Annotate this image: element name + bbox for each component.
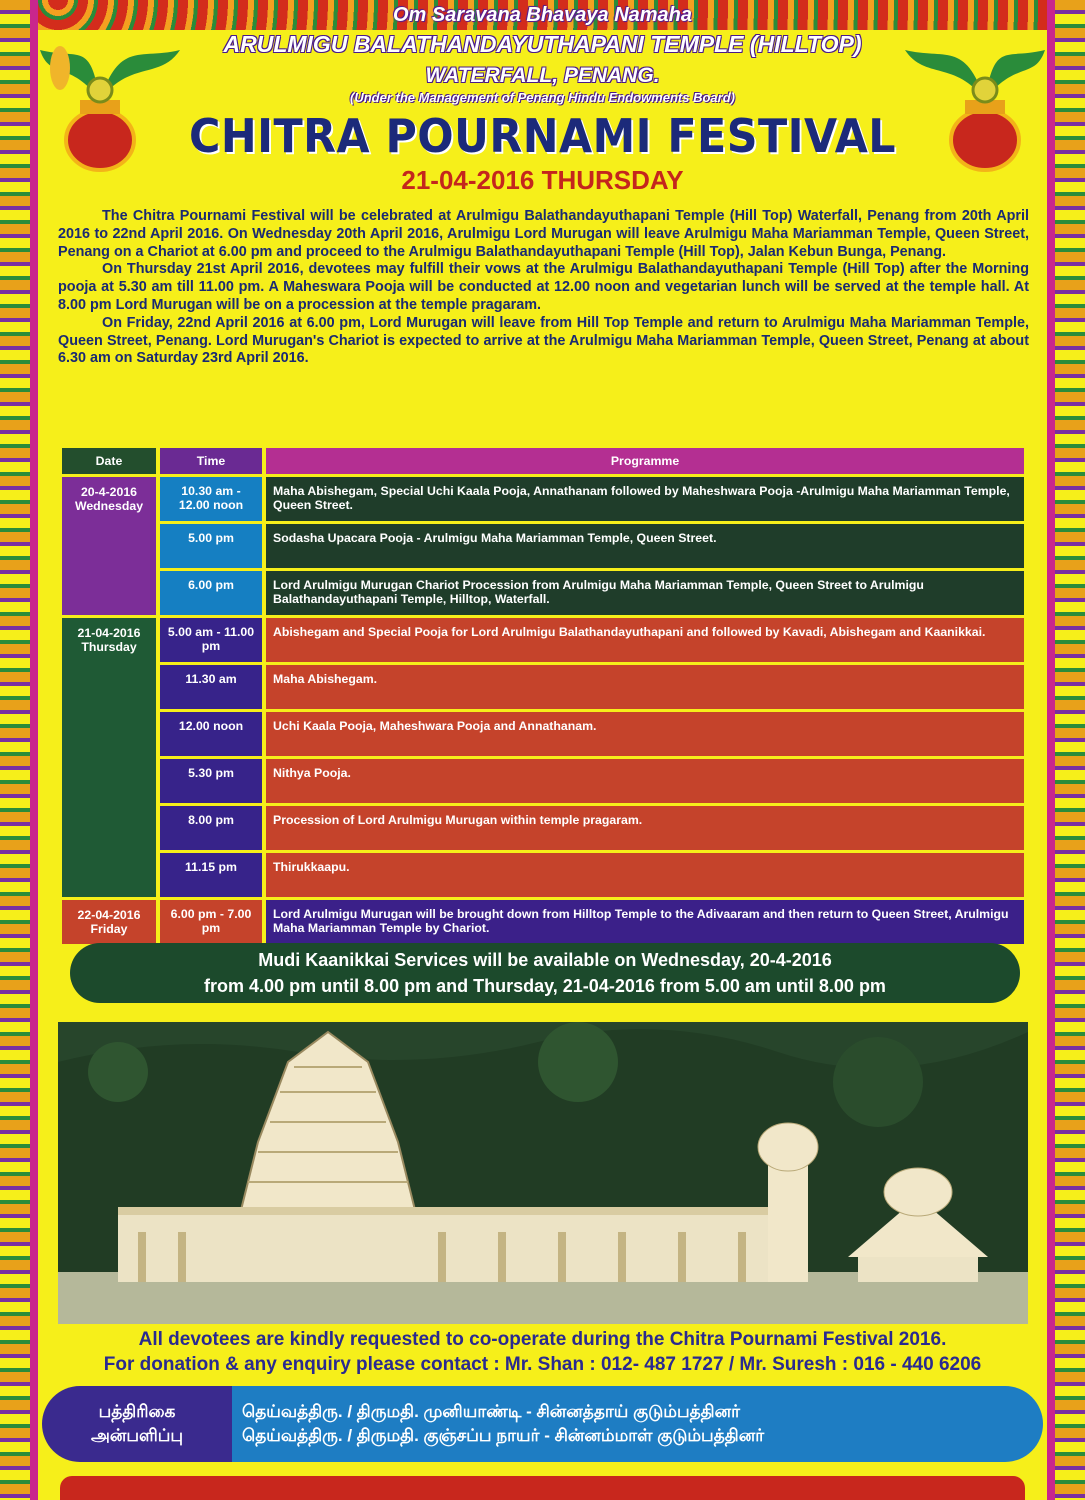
event-time: 5.30 pm — [188, 766, 234, 780]
banner-line-2: from 4.00 pm until 8.00 pm and Thursday, 21-04-2016 from 5.00 am until 8.00 pm — [204, 976, 886, 996]
schedule-table — [58, 445, 1028, 947]
event-programme: Lord Arulmigu Murugan Chariot Procession from Arulmigu Maha Mariamman Temple, Queen Street to Arulmigu Balathandayuthapani Temple, Hilltop, Waterfall. — [273, 578, 924, 606]
day-date: 22-04-2016 — [77, 908, 141, 922]
om-line: Om Saravana Bhavaya Namaha — [392, 4, 693, 26]
sponsor-line-1: தெய்வத்திரு. / திருமதி. முனியாண்டி - சின்னத்தாய் குடும்பத்தினர் — [242, 1402, 740, 1421]
event-programme: Uchi Kaala Pooja, Maheshwara Pooja and Annathanam. — [273, 719, 597, 733]
sponsor-names — [222, 1386, 1043, 1462]
event-time: 11.30 am — [185, 672, 237, 686]
intro-paragraph-3: On Friday, 22nd April 2016 at 6.00 pm, Lord Murugan will leave from Hill Top Temple and return to Arulmigu Maha Mariamman Temple, Queen Street, Penang. Lord Murugan's Chariot is expected to arrive at the Arulmigu Maha Mariamman Temple, Queen Street, Penang at about 6.30 am on Saturday 23rd April 2016. — [58, 314, 1029, 367]
event-time: 5.00 pm — [188, 531, 234, 545]
day-date: 20-4-2016 — [80, 485, 138, 499]
sponsor-label-line-2: அன்பளிப்பு — [90, 1426, 184, 1445]
temple-name: ARULMIGU BALATHANDAYUTHAPANI TEMPLE (HILLTOP) — [223, 31, 862, 57]
schedule-row — [62, 712, 1024, 756]
schedule-row — [62, 665, 1024, 709]
schedule-row — [62, 900, 1024, 944]
festival-title: CHITRA POURNAMI FESTIVAL — [188, 109, 897, 163]
event-programme: Thirukkaapu. — [273, 860, 350, 874]
day-cell-friday — [62, 900, 156, 944]
event-time: 5.00 am - 11.00 pm — [167, 625, 255, 653]
schedule-row — [62, 853, 1024, 897]
event-programme: Lord Arulmigu Murugan will be brought down from Hilltop Temple to the Adivaaram and then return to Queen Street, Arulmigu Maha Mariamman Temple by Chariot. — [273, 907, 1009, 935]
day-name: Thursday — [81, 640, 137, 654]
schedule-row — [62, 571, 1024, 615]
management-note: (Under the Management of Penang Hindu Endowments Board) — [350, 90, 735, 105]
event-time: 6.00 pm — [188, 578, 234, 592]
day-name: Friday — [90, 922, 128, 936]
intro-paragraph-2: On Thursday 21st April 2016, devotees may fulfill their vows at the Arulmigu Balathandayuthapani Temple (Hill Top) after the Morning pooja at 5.30 am till 11.00 pm. A Maheswara Pooja will be conducted at 12.00 noon and vegetarian lunch will be served at the temple hall. At 8.00 pm Lord Murugan will be on a procession at the temple pragaram. — [58, 261, 1029, 313]
printer-strip — [60, 1476, 1025, 1500]
sponsor-banner — [42, 1386, 1043, 1462]
schedule-row — [62, 806, 1024, 850]
event-programme: Nithya Pooja. — [273, 766, 351, 780]
contact-info: For donation & any enquiry please contact : Mr. Shan : 012- 487 1727 / Mr. Suresh : 016 - 440 6206 — [103, 1354, 982, 1375]
right-ornamental-border — [1047, 0, 1085, 1500]
schedule-header-row — [62, 448, 1024, 474]
cooperation-note: All devotees are kindly requested to co-operate during the Chitra Pournami Festival 2016. — [138, 1329, 947, 1350]
event-time: 10.30 am - 12.00 noon — [178, 484, 244, 512]
temple-photo — [58, 1022, 1028, 1324]
left-ornamental-border — [0, 0, 38, 1500]
sponsor-label — [42, 1386, 232, 1462]
sponsor-line-2: தெய்வத்திரு. / திருமதி. குஞ்சப்ப நாயர் - சின்னம்மாள் குடும்பத்தினர் — [242, 1426, 765, 1445]
temple-location: WATERFALL, PENANG. — [425, 64, 660, 87]
schedule-row — [62, 618, 1024, 662]
day-cell-thursday — [62, 618, 156, 897]
day-name: Wednesday — [74, 499, 144, 513]
sponsor-label-line-1: பத்திரிகை — [98, 1402, 176, 1421]
festival-date: 21-04-2016 THURSDAY — [401, 165, 684, 195]
temple-illustration — [58, 1022, 1028, 1324]
schedule-row — [62, 759, 1024, 803]
event-programme: Sodasha Upacara Pooja - Arulmigu Maha Mariamman Temple, Queen Street. — [273, 531, 717, 545]
mudi-kaanikkai-banner — [70, 943, 1020, 1003]
event-programme: Maha Abishegam, Special Uchi Kaala Pooja, Annathanam followed by Maheshwara Pooja -Arulmigu Maha Mariamman Temple, Queen Street. — [273, 484, 1010, 512]
intro-paragraph-1: The Chitra Pournami Festival will be celebrated at Arulmigu Balathandayuthapani Temple (Hill Top) Waterfall, Penang from 20th April 2016 to 22nd April 2016. On Wednesday 20th April 2016, Arulmigu Lord Murugan will leave Arulmigu Maha Mariamman Temple, Queen Street, Penang on a Chariot at 6.00 pm and proceed to the Arulmigu Balathandayuthapani Temple (Hill Top), Jalan Kebun Bunga, Penang. — [58, 208, 1029, 260]
event-time: 6.00 pm - 7.00 pm — [170, 907, 252, 935]
event-programme: Maha Abishegam. — [273, 672, 378, 686]
event-time: 8.00 pm — [188, 813, 234, 827]
header-date: Date — [62, 448, 156, 474]
header-time: Time — [160, 448, 262, 474]
banner-line-1: Mudi Kaanikkai Services will be available on Wednesday, 20-4-2016 — [258, 950, 832, 970]
schedule-row — [62, 477, 1024, 521]
schedule-row — [62, 524, 1024, 568]
poster-header — [0, 2, 1085, 196]
event-programme: Procession of Lord Arulmigu Murugan within temple pragaram. — [273, 813, 643, 827]
header-programme: Programme — [266, 448, 1024, 474]
event-time: 11.15 pm — [185, 860, 237, 874]
intro-text — [58, 208, 1029, 368]
day-cell-wednesday — [62, 477, 156, 615]
event-time: 12.00 noon — [178, 719, 244, 733]
day-date: 21-04-2016 — [77, 626, 141, 640]
event-programme: Abishegam and Special Pooja for Lord Arulmigu Balathandayuthapani and followed by Kavadi, Abishegam and Kaanikkai. — [273, 625, 986, 639]
